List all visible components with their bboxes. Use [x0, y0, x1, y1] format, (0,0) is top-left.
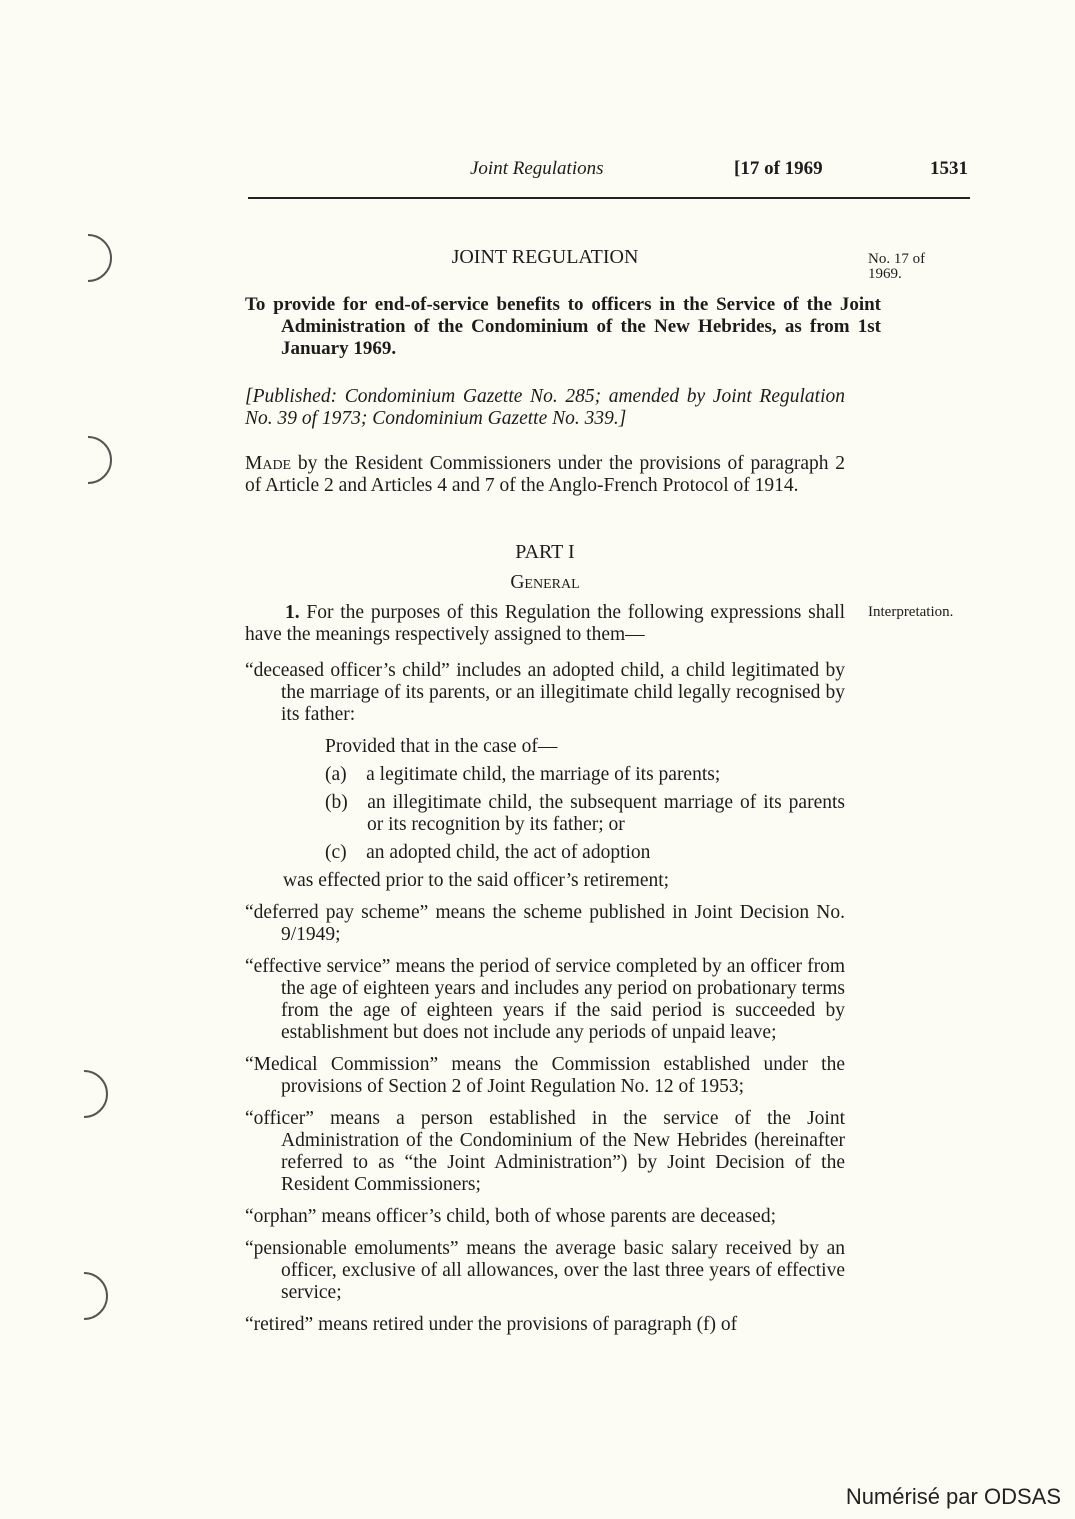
punch-hole — [60, 1070, 108, 1118]
proviso-list — [325, 764, 845, 864]
definition-officer: “officer” means a person established in the service of the Joint Administration of the Condominium of the New Hebrides (hereinafter referred to as “the Joint Administration”) by Joint Decision of the Resident Commissioners; — [245, 1108, 845, 1195]
punch-hole — [60, 1272, 108, 1320]
proviso-intro: Provided that in the case of— — [325, 736, 558, 757]
heading: JOINT REGULATION — [451, 246, 639, 268]
published-note: [Published: Condominium Gazette No. 285; amended by Joint Regulation No. 39 of 1973; Condominium Gazette No. 339.] — [245, 386, 845, 429]
running-head — [248, 158, 970, 184]
enacting-clause — [245, 453, 845, 497]
definition-effective-service: “effective service” means the period of service completed by an officer from the age of eighteen years and includes any period on probationary terms from the age of eighteen years if the said period is succeeded by establishment but does not include any periods of unpaid leave; — [245, 956, 845, 1043]
page-number: 1531 — [930, 158, 968, 179]
section-1-text: For the purposes of this Regulation the following expressions shall have the meanings respectively assigned to them— — [245, 602, 845, 645]
proviso-c: (c) an adopted child, the act of adoption — [325, 842, 651, 863]
section-1 — [245, 602, 845, 646]
long-title: To provide for end-of-service benefits to officers in the Service of the Joint Administration of the Condominium of the New Hebrides, as from 1st January 1969. — [245, 294, 881, 359]
proviso-b: (b) an illegitimate child, the subsequent marriage of its parents or its recognition by its father; or — [325, 792, 845, 835]
punch-hole — [64, 234, 112, 282]
running-head-title: Joint Regulations — [470, 158, 604, 179]
part-title: PART I — [515, 541, 575, 563]
proviso-a: (a) a legitimate child, the marriage of its parents; — [325, 764, 721, 785]
punch-hole — [64, 436, 112, 484]
header-rule — [248, 197, 970, 199]
proviso-close: was effected prior to the said officer’s retirement; — [283, 870, 670, 891]
running-head-ref: [17 of 1969 — [734, 158, 823, 179]
definition-orphan: “orphan” means officer’s child, both of whose parents are deceased; — [245, 1206, 776, 1227]
definition-child: “deceased officer’s child” includes an adopted child, a child legitimated by the marriage of its parents, or an illegitimate child legally recognised by its father: — [245, 660, 845, 725]
definitions-list — [245, 660, 845, 1346]
margin-number: No. 17 of 1969. — [868, 251, 926, 282]
enacting-text: by the Resident Commissioners under the provisions of paragraph 2 of Article 2 and Articles 4 and 7 of the Anglo-French Protocol of 1914. — [245, 453, 845, 496]
section-number: 1. — [285, 602, 300, 623]
digitization-credit: Numérisé par ODSAS — [845, 1484, 1061, 1509]
definition-retired: “retired” means retired under the provisions of paragraph (f) of — [245, 1314, 738, 1335]
definition-medical-commission: “Medical Commission” means the Commission established under the provisions of Section 2 of Joint Regulation No. 12 of 1953; — [245, 1054, 845, 1097]
definition-deferred-pay: “deferred pay scheme” means the scheme published in Joint Decision No. 9/1949; — [245, 902, 845, 945]
part-subtitle: General — [510, 572, 580, 593]
margin-interpretation: Interpretation. — [868, 604, 954, 620]
enacting-made: Made — [245, 453, 292, 474]
definition-pensionable: “pensionable emoluments” means the average basic salary received by an officer, exclusive of all allowances, over the last three years of effective service; — [245, 1238, 845, 1303]
